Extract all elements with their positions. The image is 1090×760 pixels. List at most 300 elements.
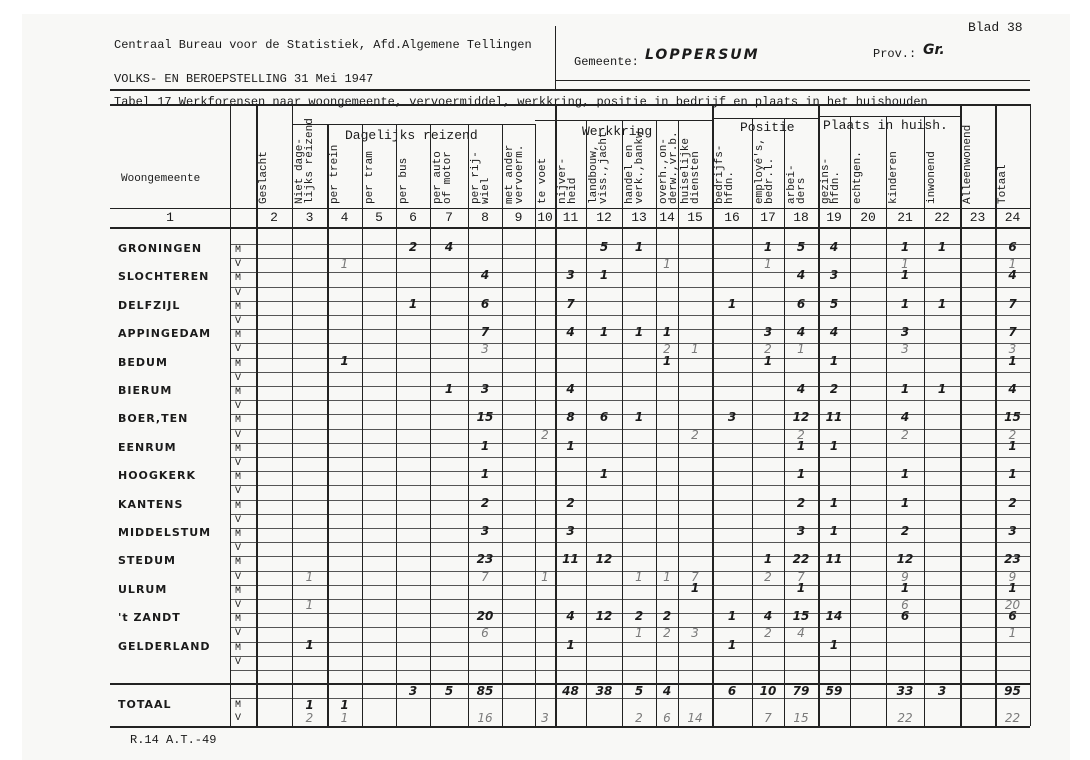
rule-colnum-bottom — [110, 227, 1030, 229]
cell-value: 1 — [901, 257, 909, 272]
col-header-15: huiselijke diensten — [680, 137, 702, 204]
cell-value: 4 — [566, 382, 575, 396]
col-header-4: per trein — [329, 144, 341, 204]
cell-value: 1 — [900, 240, 910, 254]
cell-value: 10 — [759, 684, 777, 698]
sex-m: M — [235, 642, 242, 654]
cell-value: 1 — [340, 353, 349, 368]
col-number: 15 — [687, 210, 703, 225]
cell-value: 7 — [1008, 325, 1017, 340]
cell-value: 1 — [480, 438, 490, 453]
sex-v: V — [235, 287, 242, 299]
cell-value: 2 — [663, 342, 671, 357]
row-rule — [230, 642, 1030, 643]
cell-value: 1 — [635, 626, 643, 641]
cell-value: 6 — [900, 609, 910, 624]
cell-value: 2 — [764, 626, 772, 641]
cell-value: 1 — [1008, 626, 1017, 641]
cell-value: 1 — [829, 353, 839, 368]
woongemeente-name: GELDERLAND — [118, 639, 211, 653]
cell-value: 2 — [634, 609, 644, 624]
cell-value: 4 — [1008, 268, 1017, 283]
col-number: 12 — [596, 210, 612, 225]
group-workplace: Werkkring — [582, 124, 653, 139]
cell-value: 95 — [1004, 684, 1021, 698]
col-header-24: Totaal — [997, 164, 1009, 204]
province-value: Gr. — [923, 42, 945, 58]
sex-v: V — [235, 316, 242, 327]
col-header-8: per rij- wiel — [470, 151, 492, 204]
sex-m: M — [235, 301, 242, 313]
cell-value: 1 — [340, 698, 349, 712]
sex-v: V — [235, 344, 242, 356]
woongemeente-name: DELFZIJL — [118, 298, 181, 312]
cell-value: 11 — [825, 552, 843, 567]
col-number: 23 — [969, 210, 986, 225]
cell-value: 1 — [1008, 467, 1017, 482]
sex-v: V — [235, 571, 242, 583]
cell-value: 1 — [763, 552, 773, 567]
cell-value: 3 — [763, 325, 773, 340]
cell-value: 4 — [829, 325, 839, 340]
woongemeente-name: 't ZANDT — [118, 611, 181, 625]
col-number: 17 — [760, 210, 776, 225]
col-number: 7 — [445, 210, 453, 225]
cell-value: 6 — [481, 626, 489, 641]
sex-v: V — [235, 372, 242, 384]
col-number: 14 — [659, 210, 675, 225]
cell-value: 1 — [634, 410, 644, 425]
col-header-14: overh.,on- derw.,vr.b. — [658, 131, 680, 204]
sex-v: V — [235, 656, 242, 668]
rule-header-sep — [555, 26, 556, 90]
cell-value: 7 — [764, 711, 772, 725]
col-rule — [292, 104, 293, 726]
col-number: 2 — [270, 210, 278, 225]
cell-value: 1 — [566, 637, 575, 652]
cell-value: 22 — [897, 711, 913, 725]
cell-value: 12 — [595, 609, 613, 624]
col-header-19: gezins- hfdn. — [820, 157, 842, 204]
col-number: 5 — [375, 210, 383, 225]
col-number: 21 — [897, 210, 913, 225]
cell-value: 1 — [900, 580, 910, 595]
cell-value: 12 — [896, 552, 914, 567]
cell-value: 3 — [1008, 524, 1017, 538]
cell-value: 1 — [937, 240, 947, 254]
cell-value: 2 — [662, 609, 672, 624]
cell-value: 2 — [900, 524, 910, 538]
woongemeente-name: KANTENS — [118, 497, 184, 511]
sex-v: V — [235, 429, 242, 441]
col-header-10: te voet — [537, 157, 549, 204]
cell-value: 2 — [691, 427, 699, 442]
row-rule — [230, 542, 1030, 543]
cell-value: 5 — [796, 240, 806, 254]
cell-value: 1 — [305, 598, 314, 612]
cell-value: 1 — [663, 569, 671, 584]
municipality-label: Gemeente: — [574, 55, 639, 69]
bureau-title: Centraal Bureau voor de Statistiek, Afd.Algemene Tellingen — [114, 38, 532, 52]
cell-value: 1 — [566, 438, 575, 453]
cell-value: 3 — [796, 524, 806, 538]
cell-value: 1 — [634, 325, 644, 340]
sex-m: M — [235, 273, 242, 285]
sex-m: M — [235, 585, 242, 597]
cell-value: 9 — [901, 569, 909, 584]
cell-value: 4 — [480, 268, 490, 283]
cell-value: 79 — [792, 684, 810, 698]
cell-value: 1 — [829, 637, 839, 652]
row-rule — [230, 485, 1030, 486]
sex-m: M — [235, 443, 242, 455]
municipality-value: LOPPERSUM — [645, 47, 760, 63]
cell-value: 2 — [797, 427, 805, 442]
cell-value: 2 — [796, 495, 806, 510]
cell-value: 1 — [599, 325, 609, 340]
cell-value: 15 — [793, 711, 809, 725]
cell-value: 2 — [1008, 427, 1017, 442]
cell-value: 4 — [797, 626, 805, 641]
cell-value: 1 — [480, 467, 490, 482]
col-header-17: employé's, bedr.l. — [754, 137, 776, 204]
woongemeente-name: BOER,TEN — [118, 412, 189, 426]
col-number: 4 — [340, 210, 349, 225]
col-header-13: handel en verk.,bankw — [624, 131, 646, 204]
col-number: 10 — [537, 210, 553, 225]
col-header-23: Alleenwonend — [962, 124, 974, 204]
province-label: Prov.: — [873, 47, 917, 61]
cell-value: 1 — [796, 467, 806, 482]
col-number: 9 — [514, 210, 523, 225]
cell-value: 1 — [900, 467, 910, 482]
cell-value: 4 — [444, 240, 454, 254]
rule-header-divider — [555, 80, 1030, 81]
col-number: 3 — [305, 210, 314, 225]
cell-value: 1 — [727, 609, 737, 624]
sex-v: V — [235, 600, 242, 611]
group-position: Positie — [740, 120, 795, 135]
cell-value: 1 — [662, 325, 672, 340]
col-rule — [850, 116, 851, 726]
cell-value: 1 — [900, 296, 910, 311]
cell-value: 4 — [1008, 382, 1017, 396]
cell-value: 11 — [562, 552, 579, 567]
col-header-20: echtgen. — [852, 151, 864, 204]
sex-v: V — [235, 259, 242, 271]
row-rule — [230, 514, 1030, 515]
cell-value: 23 — [1004, 552, 1021, 567]
sex-m: M — [235, 245, 242, 256]
sex-v: V — [235, 543, 242, 555]
cell-value: 4 — [796, 268, 806, 283]
col-header-11: nijver- heid — [557, 157, 579, 204]
cell-value: 2 — [663, 626, 671, 641]
col-number: 11 — [562, 210, 579, 225]
cell-value: 1 — [541, 569, 549, 584]
woongemeente-name: GRONINGEN — [118, 242, 203, 255]
cell-value: 6 — [727, 684, 737, 698]
sex-m: M — [235, 330, 242, 342]
col-header-22: inwonend — [926, 151, 938, 204]
col-number: 8 — [481, 210, 489, 225]
cell-value: 4 — [796, 325, 806, 340]
sex-m: M — [235, 358, 242, 370]
cell-value: 22 — [792, 552, 810, 567]
cell-value: 3 — [1008, 342, 1017, 357]
cell-value: 11 — [825, 410, 843, 425]
cell-value: 4 — [566, 325, 575, 340]
cell-value: 1 — [305, 637, 314, 652]
total-label: TOTAAL — [118, 698, 172, 711]
cell-value: 2 — [408, 240, 418, 254]
cell-value: 38 — [595, 684, 613, 698]
sex-v: V — [235, 713, 242, 724]
cell-value: 6 — [901, 598, 909, 612]
woongemeente-name: HOOGKERK — [118, 469, 196, 483]
woongemeente-name: SLOCHTEREN — [118, 270, 210, 284]
cell-value: 3 — [901, 342, 909, 357]
cell-value: 1 — [305, 698, 314, 712]
cell-value: 22 — [1004, 711, 1021, 725]
col-header-18: arbei- ders — [786, 164, 808, 204]
cell-value: 1 — [900, 382, 910, 396]
cell-value: 1 — [763, 353, 773, 368]
col-number: 19 — [826, 210, 842, 225]
cell-value: 7 — [691, 569, 699, 584]
cell-value: 16 — [477, 711, 493, 725]
cell-value: 2 — [901, 427, 909, 442]
cell-value: 1 — [1008, 353, 1017, 368]
cell-value: 1 — [900, 495, 910, 510]
row-rule — [230, 372, 1030, 373]
woongemeente-name: MIDDELSTUM — [118, 526, 212, 539]
row-rule — [230, 443, 1030, 444]
sex-m: M — [235, 500, 242, 512]
cell-value: 2 — [480, 495, 490, 510]
cell-value: 4 — [796, 382, 806, 396]
cell-value: 20 — [1004, 598, 1021, 612]
cell-value: 4 — [763, 609, 773, 624]
cell-value: 1 — [1008, 257, 1017, 272]
cell-value: 1 — [937, 382, 947, 396]
cell-value: 3 — [900, 325, 910, 340]
woongemeente-name: ULRUM — [118, 582, 168, 596]
cell-value: 1 — [340, 711, 349, 725]
cell-value: 3 — [481, 342, 489, 357]
cell-value: 33 — [896, 684, 914, 698]
cell-value: 7 — [566, 296, 575, 311]
cell-value: 7 — [797, 569, 805, 584]
cell-value: 9 — [1008, 569, 1017, 584]
cell-value: 4 — [900, 410, 910, 425]
cell-value: 85 — [476, 684, 494, 698]
cell-value: 3 — [480, 524, 490, 538]
cell-value: 1 — [900, 268, 910, 283]
cell-value: 3 — [541, 711, 549, 725]
cell-value: 6 — [1008, 609, 1017, 624]
cell-value: 2 — [1008, 495, 1017, 510]
col-header-9: met ander vervoerm. — [504, 144, 526, 204]
row-rule — [230, 400, 1030, 401]
cell-value: 1 — [408, 296, 418, 311]
table-title: Tabel 17 Werkforensen naar woongemeente, vervoermiddel, werkkring, positie in bedrijf en plaats in het huishouden — [114, 95, 928, 109]
col-header-16: bedrijfs- hfdn. — [714, 144, 736, 204]
rule-header-top — [110, 104, 1030, 106]
cell-value: 2 — [829, 382, 839, 396]
col-header-6: per bus — [398, 157, 410, 204]
form-footer: R.14 A.T.-49 — [130, 733, 217, 747]
col-header-12: landbouw, viss.,jacht — [588, 131, 610, 204]
cell-value: 2 — [541, 427, 549, 442]
cell-value: 1 — [764, 257, 772, 272]
cell-value: 2 — [635, 711, 643, 725]
cell-value: 1 — [763, 240, 773, 254]
woongemeente-name: BEDUM — [118, 355, 168, 369]
cell-value: 1 — [444, 382, 454, 396]
cell-value: 4 — [829, 240, 839, 254]
census-title: VOLKS- EN BEROEPSTELLING 31 Mei 1947 — [114, 72, 374, 86]
cell-value: 6 — [599, 410, 609, 425]
cell-value: 1 — [829, 524, 839, 538]
cell-value: 6 — [1008, 240, 1017, 254]
cell-value: 1 — [690, 580, 700, 595]
sex-m: M — [235, 387, 242, 398]
col-rule — [924, 116, 925, 726]
sex-v: V — [235, 458, 242, 469]
cell-value: 2 — [764, 342, 772, 357]
cell-value: 6 — [480, 296, 490, 311]
cell-value: 12 — [595, 552, 613, 567]
col-number: 16 — [724, 210, 740, 225]
cell-value: 3 — [408, 684, 418, 698]
sex-v: V — [235, 486, 242, 498]
col-header-3: Niet dage- lijks reizend — [294, 118, 316, 204]
woongemeente-name: STEDUM — [118, 554, 176, 568]
cell-value: 6 — [796, 296, 806, 311]
sex-m: M — [235, 472, 242, 484]
cell-value: 2 — [764, 569, 772, 584]
cell-value: 2 — [305, 711, 314, 725]
cell-value: 8 — [566, 410, 575, 425]
cell-value: 1 — [662, 353, 672, 368]
cell-value: 23 — [476, 552, 494, 567]
cell-value: 7 — [1008, 296, 1017, 311]
cell-value: 1 — [691, 342, 699, 357]
col-number: 18 — [793, 210, 809, 225]
cell-value: 1 — [599, 268, 609, 283]
col-number: 24 — [1004, 210, 1021, 225]
cell-value: 1 — [305, 569, 314, 584]
cell-value: 5 — [634, 684, 644, 698]
cell-value: 7 — [481, 569, 489, 584]
cell-value: 3 — [937, 684, 947, 698]
rule-top-thick — [110, 89, 1030, 91]
row-rule — [230, 457, 1030, 458]
sheet-number: Blad 38 — [968, 20, 1023, 35]
cell-value: 1 — [727, 637, 737, 652]
cell-value: 1 — [796, 438, 806, 453]
sex-m: M — [235, 529, 242, 540]
row-rule — [230, 656, 1030, 657]
group-household: Plaats in huish. — [823, 118, 948, 133]
cell-value: 1 — [1008, 438, 1017, 453]
sex-v: V — [235, 628, 242, 640]
cell-value: 5 — [444, 684, 454, 698]
rule-pos-group — [712, 118, 818, 119]
cell-value: 3 — [829, 268, 839, 283]
cell-value: 1 — [937, 296, 947, 311]
cell-value: 3 — [480, 382, 490, 396]
rule-work-group — [535, 120, 712, 121]
sex-m: M — [235, 700, 242, 711]
row-rule — [230, 670, 1030, 671]
sex-m: M — [235, 557, 242, 569]
cell-value: 1 — [635, 569, 643, 584]
cell-value: 14 — [687, 711, 703, 725]
cell-value: 1 — [829, 495, 839, 510]
cell-value: 1 — [727, 296, 737, 311]
col-number: 13 — [631, 210, 647, 225]
cell-value: 5 — [829, 296, 839, 311]
cell-value: 5 — [599, 240, 609, 254]
cell-value: 1 — [634, 240, 644, 254]
col-header-21: kinderen — [888, 151, 900, 204]
col-number: 22 — [934, 210, 950, 225]
cell-value: 1 — [796, 580, 806, 595]
col-header-7: per auto of motor — [432, 151, 454, 204]
rule-bottom — [110, 726, 1030, 728]
rule-house-group — [818, 116, 960, 117]
row-rule — [230, 315, 1030, 316]
row-rule — [230, 287, 1030, 288]
cell-value: 15 — [476, 410, 494, 425]
woongemeente-name: APPINGEDAM — [118, 327, 212, 341]
cell-value: 3 — [566, 268, 575, 283]
cell-value: 4 — [566, 609, 575, 624]
cell-value: 59 — [825, 684, 843, 698]
cell-value: 3 — [727, 410, 737, 425]
cell-value: 2 — [566, 495, 575, 510]
col-rule — [1030, 104, 1031, 726]
sex-m: M — [235, 614, 242, 626]
sex-v: V — [235, 401, 242, 413]
cell-value: 6 — [663, 711, 671, 725]
col-number: 1 — [166, 210, 174, 225]
cell-value: 7 — [480, 325, 490, 340]
cell-value: 1 — [1008, 580, 1017, 595]
col-number: 6 — [409, 210, 417, 225]
rule-colnum-top — [110, 208, 1030, 209]
cell-value: 1 — [797, 342, 805, 357]
cell-value: 1 — [829, 438, 839, 453]
cell-value: 20 — [476, 609, 494, 624]
cell-value: 15 — [1004, 410, 1021, 425]
woongemeente-name: BIERUM — [118, 384, 173, 397]
cell-value: 1 — [599, 467, 609, 482]
cell-value: 15 — [792, 609, 810, 624]
cell-value: 4 — [662, 684, 672, 698]
woongemeente-name: EENRUM — [118, 440, 177, 454]
col-woongemeente: Woongemeente — [121, 173, 201, 185]
cell-value: 1 — [340, 257, 349, 272]
cell-value: 48 — [562, 684, 579, 698]
group-daily: Dagelijks reizend — [345, 128, 478, 143]
col-header-2: Geslacht — [258, 151, 270, 204]
cell-value: 14 — [825, 609, 843, 624]
col-number: 20 — [860, 210, 876, 225]
cell-value: 12 — [792, 410, 810, 425]
